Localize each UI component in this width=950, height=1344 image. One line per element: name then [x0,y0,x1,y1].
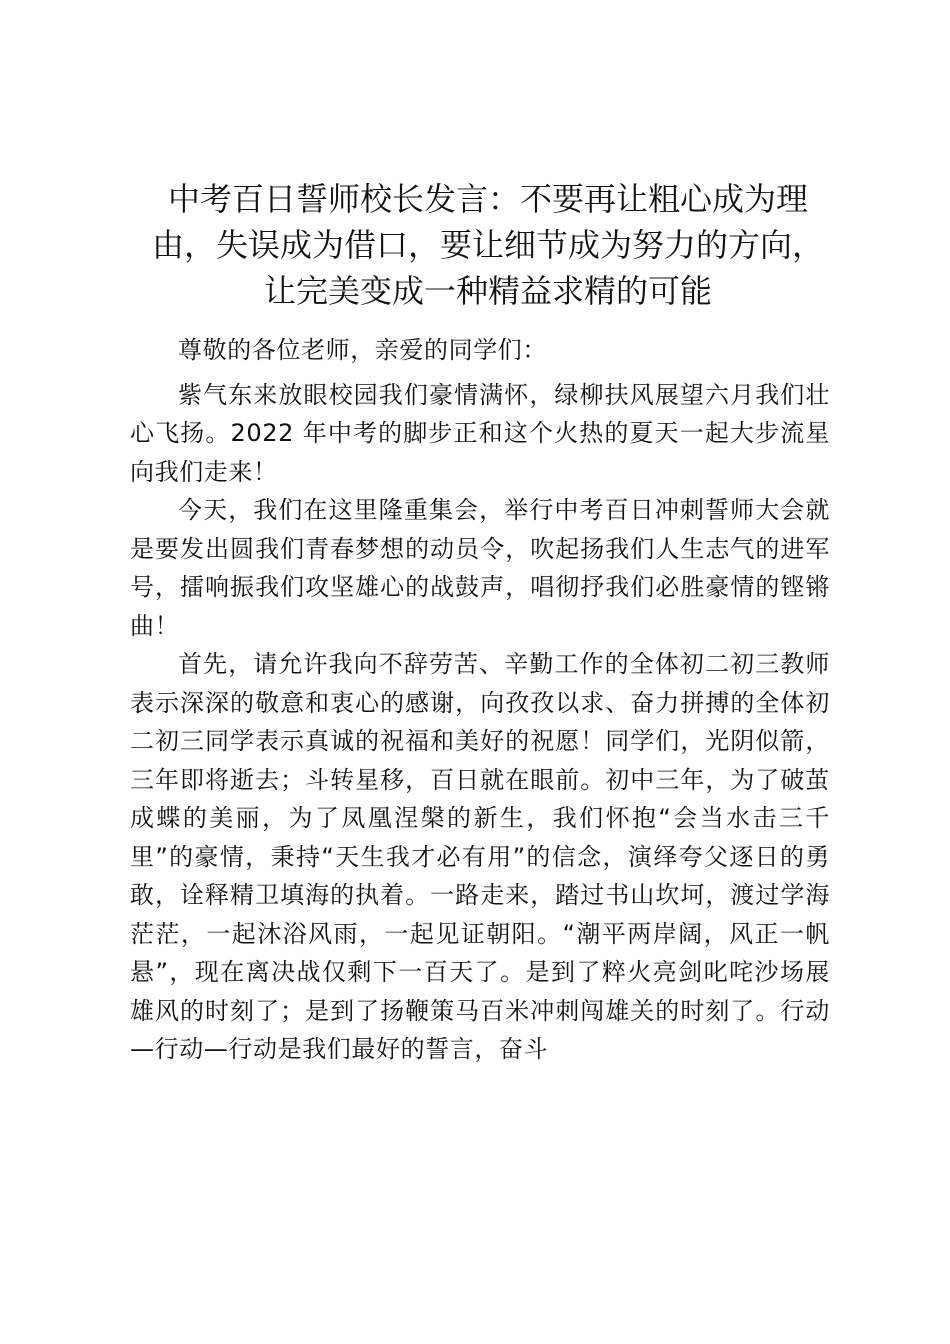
paragraph-3: 首先，请允许我向不辞劳苦、辛勤工作的全体初二初三教师表示深深的敬意和衷心的感谢，向孜孜以求、奋力拼搏的全体初二初三同学表示真诚的祝福和美好的祝愿！同学们，光阴似箭，三年即将逝去；斗转星移，百日就在眼前。初中三年，为了破茧成蝶的美丽，为了凤凰涅槃的新生，我们怀抱“会当水击三千里”的豪情，秉持“天生我才必有用”的信念，演绎夸父逐日的勇敢，诠释精卫填海的执着。一路走来，踏过书山坎坷，渡过学海茫茫，一起沐浴风雨，一起见证朝阳。“潮平两岸阔，风正一帆悬”，现在离决战仅剩下一百天了。是到了粹火亮剑叱咤沙场展雄风的时刻了；是到了扬鞭策马百米冲刺闯雄关的时刻了。行动—行动—行动是我们最好的誓言，奋斗 [130,650,830,1063]
title-line-1: 中考百日誓师校长发言：不要再让粗心成为理 [167,180,808,218]
paragraph-1: 紫气东来放眼校园我们豪情满怀，绿柳扶风展望六月我们壮心飞扬。2022 年中考的脚步正和这个火热的夏天一起大步流星向我们走来！ [130,380,830,486]
title-line-3: 让完美变成一种精益求精的可能 [263,272,712,310]
title-line-2: 由，失误成为借口，要让细节成为努力的方向， [151,226,824,264]
paragraph-2: 今天，我们在这里隆重集会，举行中考百日冲刺誓师大会就是要发出圆我们青春梦想的动员令，吹起扬我们人生志气的进军号，擂响振我们攻坚雄心的战鼓声，唱彻抒我们必胜豪情的铿锵曲！ [130,496,830,640]
salutation: 尊敬的各位老师，亲爱的同学们： [178,336,547,364]
document-title [128,176,848,314]
document-body [130,331,830,1069]
